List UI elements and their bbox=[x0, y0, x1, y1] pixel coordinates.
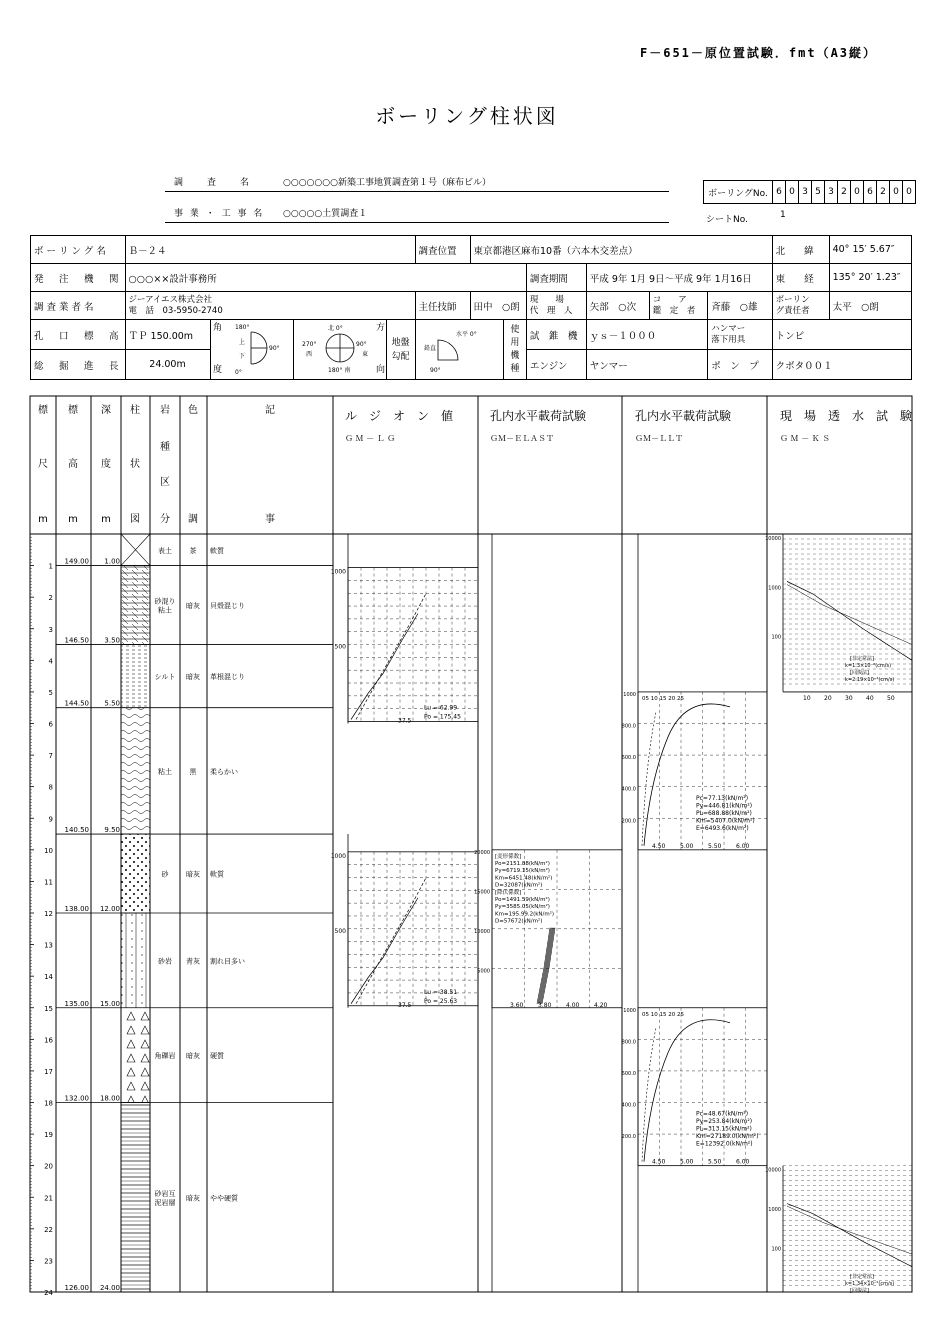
boring-no-digit: 6 bbox=[864, 181, 877, 204]
contractor-phone: 電 話 03-5950-2740 bbox=[128, 305, 223, 316]
dir-s: 180° 南 bbox=[327, 367, 350, 374]
scale-label: 24 bbox=[44, 1289, 53, 1297]
layer-elev: 135.00 bbox=[64, 999, 89, 1008]
header-elev: 高 bbox=[68, 459, 78, 470]
survey-name-label: 調 査 名 bbox=[174, 178, 252, 188]
lugeon-xtick: 37.5 bbox=[398, 717, 412, 725]
elast-text: Km=6451.48(kN/m²) bbox=[495, 875, 553, 882]
angle-up: 上 bbox=[238, 339, 245, 346]
layer-color: 茶 bbox=[189, 546, 197, 555]
layer-depth: 18.00 bbox=[99, 1094, 120, 1103]
elast-text: Po=1491.59(kN/m²) bbox=[495, 897, 550, 904]
llt-text: PL=688.88(kN/m²) bbox=[696, 809, 752, 817]
column-pattern bbox=[121, 913, 150, 1008]
llt-curve bbox=[642, 712, 656, 846]
slope-h: 水平 0° bbox=[455, 331, 477, 338]
elast-ytick: 10000 bbox=[474, 928, 490, 935]
layer-rock: 角礫岩 bbox=[154, 1052, 176, 1061]
elevation: ＴＰ 150.00m bbox=[125, 320, 210, 350]
layer-desc: 柔らかい bbox=[210, 767, 238, 776]
boring-no-digit: 2 bbox=[877, 181, 890, 204]
engine: ヤンマー bbox=[586, 350, 707, 380]
file-id: F－651－原位置試験．fmt（A3縦） bbox=[640, 46, 878, 60]
angle-90: 90° bbox=[268, 345, 280, 352]
boring-no-digit: 0 bbox=[890, 181, 903, 204]
elast-ytick: 15000 bbox=[474, 889, 490, 896]
sheet-no: 1 bbox=[780, 210, 786, 220]
period-label: 調査期間 bbox=[526, 264, 586, 292]
scale-label: 16 bbox=[44, 1036, 53, 1045]
ks-value: k=1.3×10⁻²(cm/s) bbox=[845, 662, 892, 669]
total-depth: 24.00m bbox=[125, 350, 210, 380]
scale-label: 8 bbox=[48, 783, 53, 792]
header-column: 状 bbox=[130, 459, 140, 470]
layer-desc: 硬質 bbox=[210, 1052, 224, 1061]
site-agent-label-1: 現 場 bbox=[529, 294, 564, 305]
layer-depth: 5.50 bbox=[104, 699, 120, 708]
lugeon-po: Po = 175.45 bbox=[424, 713, 461, 721]
dir-e: 90° bbox=[355, 341, 367, 348]
llt-ytick: 600.0 bbox=[621, 755, 636, 762]
layer-desc: やや硬質 bbox=[210, 1194, 238, 1203]
llt-text: Km=27189.0(kN/m²) bbox=[696, 1133, 759, 1141]
layer-rock: 砂 bbox=[161, 870, 169, 879]
llt-ytick: 800.0 bbox=[621, 723, 636, 730]
header-elev: m bbox=[68, 514, 78, 525]
boring-no-digit: 2 bbox=[838, 181, 851, 204]
scale-label: 7 bbox=[48, 752, 53, 761]
lugeon-ymid: 500 bbox=[334, 643, 346, 651]
header-ks: 現 場 透 水 試 験 bbox=[780, 409, 913, 423]
core-label-1: コ ア bbox=[652, 294, 687, 305]
scale-label: 11 bbox=[44, 878, 53, 887]
angle-label-2: 度 bbox=[212, 365, 222, 375]
header-llt-code: ＧＭ－ＬＬＴ bbox=[635, 434, 683, 443]
elast-xtick: 4.20 bbox=[594, 1001, 608, 1009]
ks-value: k=1.34×10⁻²(cm/s) bbox=[845, 1281, 895, 1287]
project-name-label: 事 業 ・ 工 事 名 bbox=[174, 209, 265, 219]
boring-no-digit: 5 bbox=[812, 181, 825, 204]
llt-xtick: 4.50 bbox=[652, 1158, 666, 1166]
ks-label: [非定常法] bbox=[850, 655, 874, 662]
ks-xtick: 30 bbox=[845, 694, 853, 702]
ks-ytick: 1000 bbox=[768, 585, 781, 592]
layer-elev: 149.00 bbox=[64, 557, 89, 566]
boring-resp: 太平 ○朗 bbox=[829, 292, 911, 320]
header-depth: 度 bbox=[101, 459, 111, 470]
elast-text: Po=2151.88(kN/m²) bbox=[495, 861, 550, 868]
header-column: 柱 bbox=[130, 405, 140, 416]
layer-color: 黒 bbox=[189, 767, 197, 776]
engineer: 田中 ○朗 bbox=[470, 292, 526, 320]
layer-elev: 140.50 bbox=[64, 826, 89, 835]
client-label: 発 注 機 関 bbox=[31, 264, 126, 292]
angle-180: 180° bbox=[234, 324, 249, 331]
core: 斉藤 ○雄 bbox=[708, 292, 772, 320]
header-scale: m bbox=[38, 514, 48, 525]
ks-curve bbox=[787, 585, 912, 645]
llt-xtick: 5.00 bbox=[680, 1158, 694, 1166]
dir-n: 北 0° bbox=[327, 325, 343, 332]
ks-xtick: 40 bbox=[866, 694, 874, 702]
scale-label: 14 bbox=[44, 973, 53, 982]
depth-label: 総 掘 進 長 bbox=[31, 350, 126, 380]
layer-depth: 9.50 bbox=[104, 826, 120, 835]
column-pattern bbox=[121, 1008, 150, 1103]
machine-label: 使用機種 bbox=[503, 320, 526, 380]
ks-label: [回復法] bbox=[850, 669, 869, 676]
layer-elev: 146.50 bbox=[64, 636, 89, 645]
boring-no-digit: 3 bbox=[825, 181, 838, 204]
layer-depth: 12.00 bbox=[99, 905, 120, 913]
contractor-label: 調査業者名 bbox=[31, 292, 126, 320]
elast-text: Km=195.99.2(kN/m²) bbox=[495, 911, 555, 918]
dir-east: 東 bbox=[361, 351, 368, 358]
elast-ytick: 5000 bbox=[477, 968, 490, 975]
header-column: 図 bbox=[130, 514, 140, 525]
elast-xtick: 3.80 bbox=[538, 1001, 552, 1009]
location: 東京都港区麻布10番（六本木交差点） bbox=[470, 236, 772, 264]
boring-no-digit: 0 bbox=[851, 181, 864, 204]
location-label: 調査位置 bbox=[415, 236, 470, 264]
scale-label: 2 bbox=[48, 594, 53, 603]
angle-label-1: 角 bbox=[212, 323, 222, 333]
survey-name: ○○○○○○○新築工事地質調査第１号（麻布ビル） bbox=[283, 178, 491, 188]
layer-depth: 3.50 bbox=[104, 636, 120, 645]
pump: クボタ００１ bbox=[772, 350, 911, 380]
scale-label: 17 bbox=[44, 1067, 53, 1076]
llt-curve bbox=[642, 1028, 656, 1162]
layer-depth: 1.00 bbox=[104, 557, 120, 566]
ks-label: [回復法] bbox=[850, 1288, 869, 1294]
llt-text: E=12392.0(kN/m²) bbox=[696, 1140, 753, 1148]
slope-v: 90° bbox=[429, 367, 441, 374]
layer-color: 青灰 bbox=[186, 957, 200, 966]
site-agent: 矢部 ○次 bbox=[586, 292, 649, 320]
header-ks-code: Ｇ Ｍ － Ｋ Ｓ bbox=[780, 434, 831, 443]
llt-xtick: 5.50 bbox=[708, 842, 722, 850]
boring-resp-label-1: ボーリン bbox=[775, 294, 810, 305]
angle-down: 下 bbox=[238, 353, 245, 360]
layer-depth: 15.00 bbox=[99, 999, 120, 1008]
llt-ytick: 1000 bbox=[623, 691, 636, 698]
header-llt: 孔内水平載荷試験 bbox=[635, 409, 732, 423]
scale-label: 22 bbox=[44, 1225, 53, 1234]
llt-text: Py=446.81(kN/m²) bbox=[696, 802, 753, 810]
scale-label: 21 bbox=[44, 1194, 53, 1203]
dir-w: 270° bbox=[301, 341, 316, 348]
layer-rock: 砂岩 bbox=[158, 957, 172, 966]
scale-label: 23 bbox=[44, 1257, 53, 1266]
scale-label: 6 bbox=[48, 720, 53, 729]
column-pattern bbox=[121, 708, 150, 834]
lugeon-chart bbox=[348, 852, 478, 1006]
boring-no-digit: 6 bbox=[773, 181, 786, 204]
ks-curve bbox=[787, 581, 912, 660]
boring-no-digit: 0 bbox=[786, 181, 799, 204]
hammer: トンビ bbox=[772, 320, 911, 350]
llt-top-ticks: 05 10 15 20 25 bbox=[642, 695, 684, 702]
layer-rock: シルト bbox=[154, 673, 176, 682]
layer-rock: 泥岩層 bbox=[154, 1198, 176, 1207]
llt-xtick: 5.00 bbox=[680, 842, 694, 850]
boring-no-digit: 0 bbox=[903, 181, 916, 204]
column-pattern bbox=[121, 645, 150, 708]
elast-ytick: 20000 bbox=[474, 849, 490, 856]
layer-desc: 革根混じり bbox=[210, 673, 245, 682]
lat: 40° 15′ 5.67″ bbox=[829, 236, 911, 264]
lugeon-curve bbox=[356, 594, 426, 720]
elast-text: [降伏係数] bbox=[495, 889, 522, 896]
engine-label: エンジン bbox=[526, 350, 586, 380]
ks-xtick: 10 bbox=[803, 694, 811, 702]
scale-label: 12 bbox=[44, 910, 53, 918]
layer-elev: 144.50 bbox=[64, 699, 89, 708]
header-lugeon: ル ジ オ ン 値 bbox=[345, 409, 454, 423]
llt-text: Pc=77.13(kN/m²) bbox=[696, 794, 749, 802]
layer-elev: 138.00 bbox=[64, 905, 89, 913]
scale-label: 3 bbox=[48, 625, 53, 634]
header-rock: 岩 bbox=[160, 405, 170, 416]
header-elev: 標 bbox=[68, 405, 78, 416]
log-frame bbox=[30, 396, 912, 1292]
scale-label: 13 bbox=[44, 941, 53, 950]
scale-label: 18 bbox=[44, 1099, 53, 1108]
elevation-label: 孔 口 標 高 bbox=[31, 320, 126, 350]
layer-color: 暗灰 bbox=[186, 602, 200, 611]
llt-ytick: 600.0 bbox=[621, 1070, 636, 1077]
llt-xtick: 4.50 bbox=[652, 842, 666, 850]
rig-label: 試 錐 機 bbox=[526, 320, 586, 350]
lugeon-lu: Lu = 62.99 bbox=[424, 704, 458, 712]
slope-label: 地盤勾配 bbox=[386, 320, 415, 380]
elast-text: Py=6719.15(kN/m²) bbox=[495, 868, 550, 875]
layer-elev: 126.00 bbox=[64, 1284, 89, 1292]
boring-name-label: ボーリング名 bbox=[31, 236, 126, 264]
elast-text: D=57672(kN/m²) bbox=[495, 918, 543, 925]
boring-no-digit: 3 bbox=[799, 181, 812, 204]
lugeon-curve bbox=[356, 878, 426, 1004]
layer-desc: 割れ目多い bbox=[210, 957, 245, 966]
header-lugeon-code: Ｇ Ｍ － Ｌ Ｇ bbox=[345, 434, 396, 443]
lugeon-ymax: 1000 bbox=[330, 852, 346, 860]
llt-ytick: 400.0 bbox=[621, 786, 636, 793]
boring-no-label: ボーリングNo. bbox=[704, 181, 773, 204]
lat-label: 北 緯 bbox=[772, 236, 829, 264]
hammer-label-2: 落下用具 bbox=[711, 334, 746, 345]
column-pattern bbox=[121, 566, 150, 645]
header-depth: m bbox=[101, 514, 111, 525]
llt-text: Km=5407.0(kN/m²) bbox=[696, 817, 755, 825]
scale-label: 19 bbox=[44, 1131, 53, 1140]
layer-depth: 24.00 bbox=[99, 1284, 120, 1292]
scale-label: 9 bbox=[48, 815, 53, 824]
scale-label: 1 bbox=[48, 562, 53, 571]
site-agent-label-2: 代 理 人 bbox=[529, 305, 573, 316]
layer-desc: 軟質 bbox=[210, 870, 224, 879]
page-title: ボーリング柱状図 bbox=[375, 104, 559, 128]
header-elast-code: ＧＭ－ＥＬＡＳＴ bbox=[490, 434, 554, 443]
ks-curve bbox=[787, 1206, 912, 1254]
elast-text: D=32087(kN/m²) bbox=[495, 882, 543, 889]
ks-curve bbox=[787, 1204, 912, 1267]
ks-value: k=2.19×10⁻⁴(cm/s) bbox=[845, 676, 895, 683]
dir-label-1: 方 bbox=[375, 323, 385, 333]
lon-label: 東 経 bbox=[772, 264, 829, 292]
header-color: 色 bbox=[188, 405, 198, 416]
llt-xtick: 6.00 bbox=[736, 842, 750, 850]
elast-xtick: 4.00 bbox=[566, 1001, 580, 1009]
scale-label: 10 bbox=[44, 846, 53, 855]
boring-name: Ｂ－２４ bbox=[125, 236, 415, 264]
lugeon-po: Po = 25.63 bbox=[424, 997, 458, 1005]
lon: 135° 20′ 1.23″ bbox=[829, 264, 911, 292]
ks-ytick: 100 bbox=[771, 634, 781, 641]
layer-rock: 砂岩互 bbox=[154, 1189, 176, 1198]
ks-xtick: 20 bbox=[824, 694, 832, 702]
llt-ytick: 1000 bbox=[623, 1007, 636, 1014]
scale-label: 15 bbox=[44, 1004, 53, 1013]
llt-ytick: 200.0 bbox=[621, 1134, 636, 1141]
llt-text: E=6493.6(kN/m²) bbox=[696, 824, 749, 832]
llt-ytick: 800.0 bbox=[621, 1039, 636, 1046]
header-scale: 尺 bbox=[38, 459, 48, 470]
slope-k: 鉛直 bbox=[423, 345, 436, 352]
boring-resp-label-2: グ責任者 bbox=[775, 305, 810, 316]
layer-desc: 軟質 bbox=[210, 546, 224, 555]
header-depth: 深 bbox=[101, 405, 111, 416]
sheet-no-label: シートNo. bbox=[706, 215, 748, 225]
elast-text: [変形係数] bbox=[495, 853, 522, 860]
llt-text: Py=253.84(kN/m²) bbox=[696, 1118, 753, 1126]
column-pattern bbox=[121, 1103, 150, 1293]
hammer-label-1: ハンマー bbox=[711, 323, 746, 334]
llt-text: PL=313.15(kN/m²) bbox=[696, 1125, 752, 1133]
client: ○○○××設計事務所 bbox=[125, 264, 526, 292]
ks-ytick: 1000 bbox=[768, 1207, 781, 1214]
llt-text: Pc=48.67(kN/m²) bbox=[696, 1110, 749, 1118]
scale-label: 20 bbox=[44, 1162, 53, 1171]
ks-ytick: 10000 bbox=[765, 1167, 781, 1174]
llt-ytick: 400.0 bbox=[621, 1102, 636, 1109]
core-label-2: 鑑 定 者 bbox=[652, 305, 696, 316]
header-rock: 分 bbox=[160, 514, 170, 525]
llt-xtick: 6.00 bbox=[736, 1158, 750, 1166]
dir-label-2: 向 bbox=[375, 365, 385, 375]
ks-ytick: 100 bbox=[771, 1246, 781, 1253]
elast-xtick: 3.60 bbox=[510, 1001, 524, 1009]
contractor-name: ジーアイエス株式会社 bbox=[128, 294, 212, 305]
ks-ytick: 10000 bbox=[765, 536, 781, 542]
pump-label: ポ ン プ bbox=[708, 350, 772, 380]
layer-rock: 砂混り bbox=[154, 597, 176, 606]
engineer-label: 主任技師 bbox=[415, 292, 470, 320]
ks-chart bbox=[783, 1166, 912, 1292]
llt-ytick: 200.0 bbox=[621, 818, 636, 825]
scale-label: 4 bbox=[48, 657, 53, 666]
lugeon-lu: Lu = 38.51 bbox=[424, 988, 458, 996]
angle-0: 0° bbox=[234, 369, 242, 376]
layer-rock: 粘土 bbox=[158, 606, 172, 615]
ks-xtick: 50 bbox=[887, 694, 895, 702]
llt-xtick: 5.50 bbox=[708, 1158, 722, 1166]
header-rock: 区 bbox=[160, 477, 170, 488]
project-name: ○○○○○土質調査１ bbox=[283, 209, 368, 219]
header-desc: 事 bbox=[265, 514, 275, 525]
header-rock: 種 bbox=[160, 442, 170, 453]
ks-label: [非定常法] bbox=[850, 1274, 874, 1280]
llt-top-ticks: 05 10 15 20 25 bbox=[642, 1011, 684, 1018]
layer-color: 暗灰 bbox=[186, 1194, 200, 1203]
header-desc: 記 bbox=[265, 405, 275, 416]
lugeon-xtick: 37.5 bbox=[398, 1001, 412, 1009]
elast-text: Py=3585.05(kN/m²) bbox=[495, 904, 550, 911]
header-scale: 標 bbox=[38, 405, 48, 416]
layer-rock: 粘土 bbox=[158, 767, 172, 776]
layer-rock: 表土 bbox=[158, 546, 172, 555]
scale-label: 5 bbox=[48, 688, 53, 697]
lugeon-chart bbox=[348, 568, 478, 722]
header-elast: 孔内水平載荷試験 bbox=[490, 409, 587, 423]
layer-color: 暗灰 bbox=[186, 870, 200, 879]
header-color: 調 bbox=[188, 514, 198, 525]
period: 平成 9年 1月 9日～平成 9年 1月16日 bbox=[586, 264, 772, 292]
column-pattern bbox=[121, 834, 150, 913]
layer-color: 暗灰 bbox=[186, 1052, 200, 1061]
lugeon-ymax: 1000 bbox=[330, 568, 346, 576]
dir-west: 西 bbox=[305, 351, 312, 358]
layer-elev: 132.00 bbox=[64, 1094, 89, 1103]
layer-desc: 貝殻混じり bbox=[210, 602, 245, 611]
rig: ｙｓ－１０００ bbox=[586, 320, 707, 350]
layer-color: 暗灰 bbox=[186, 673, 200, 682]
lugeon-ymid: 500 bbox=[334, 927, 346, 935]
